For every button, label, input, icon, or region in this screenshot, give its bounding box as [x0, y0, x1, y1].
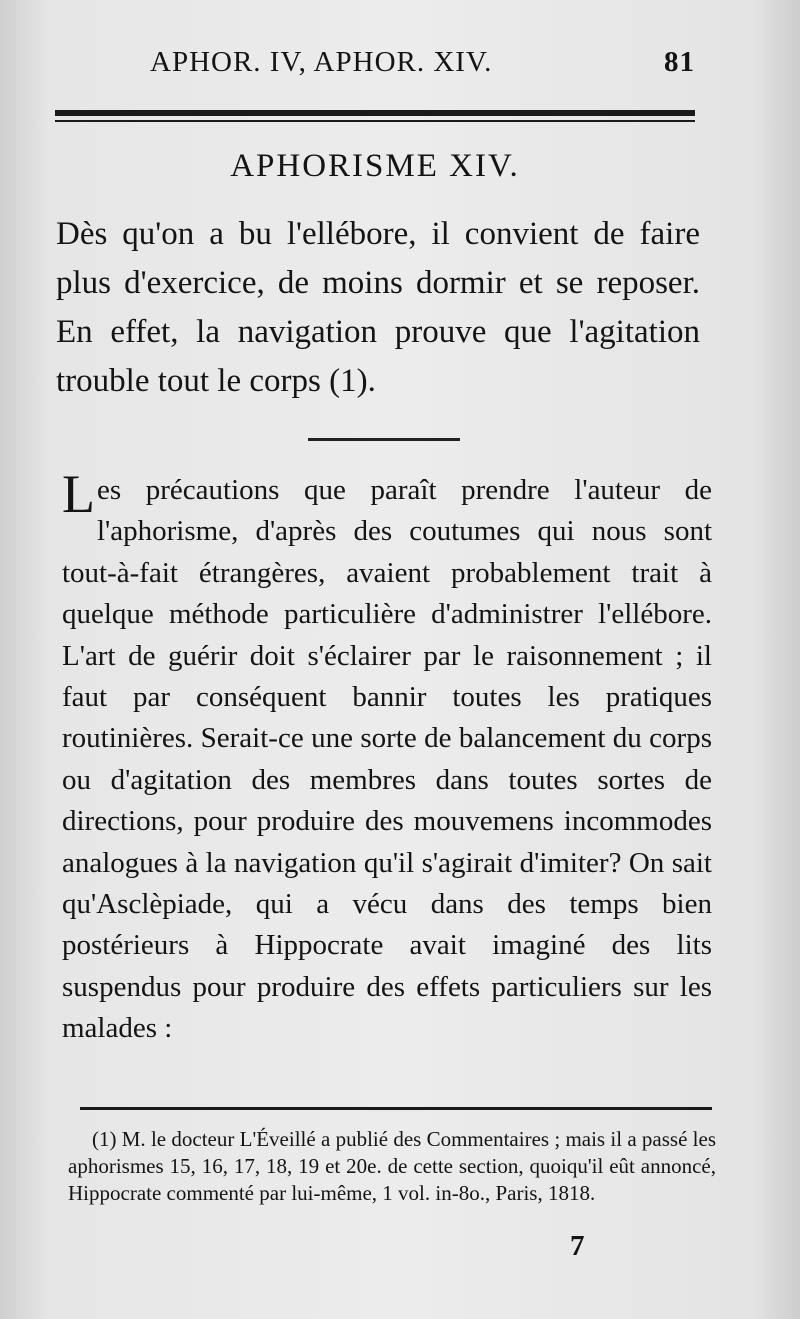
commentary	[62, 464, 712, 1050]
running-head-title: APHOR. IV, APHOR. XIV.	[150, 46, 493, 78]
section-separator	[308, 438, 460, 441]
footnote	[68, 1126, 716, 1207]
page-number: 81	[664, 46, 695, 78]
drop-capital: L	[62, 464, 95, 524]
header-rule-thin	[55, 120, 695, 122]
commentary-text: es précautions que paraît prendre l'auteur de l'aphorisme, d'après des coutumes qui nous sont tout-à-fait étrangères, avaient probablement trait à quelque méthode particulière d'administrer l'ellébore. L'art de guérir doit s'éclairer par le raisonnement ; il faut par conséquent bannir toutes les pratiques routinières. Serait-ce une sorte de balancement du corps ou d'agitation des membres dans toutes sortes de directions, pour produire des mouvemens incommodes analogues à la navigation qu'il s'agirait d'imiter? On sait qu'Asclèpiade, qui a vécu dans des temps bien postérieurs à Hippocrate avait imaginé des lits suspendus pour produire des effets particuliers sur les malades :	[62, 474, 712, 1045]
header-rule-thick	[55, 110, 695, 116]
running-head	[150, 46, 695, 80]
footnote-text: (1) M. le docteur L'Éveillé a publié des Commentaires ; mais il a passé les aphorismes 15, 16, 17, 18, 19 et 20e. de cette section, quoiqu'il eût annoncé, Hippocrate commenté par lui-même, 1 vol. in-8o., Paris, 1818.	[68, 1127, 716, 1205]
aphorism-text: Dès qu'on a bu l'ellébore, il convient de faire plus d'exercice, de moins dormir et se reposer. En effet, la navigation prouve que l'agitation trouble tout le corps (1).	[56, 216, 700, 399]
footnote-rule	[80, 1107, 712, 1110]
signature-mark: 7	[570, 1230, 585, 1262]
aphorism-title: APHORISME XIV.	[230, 148, 520, 184]
